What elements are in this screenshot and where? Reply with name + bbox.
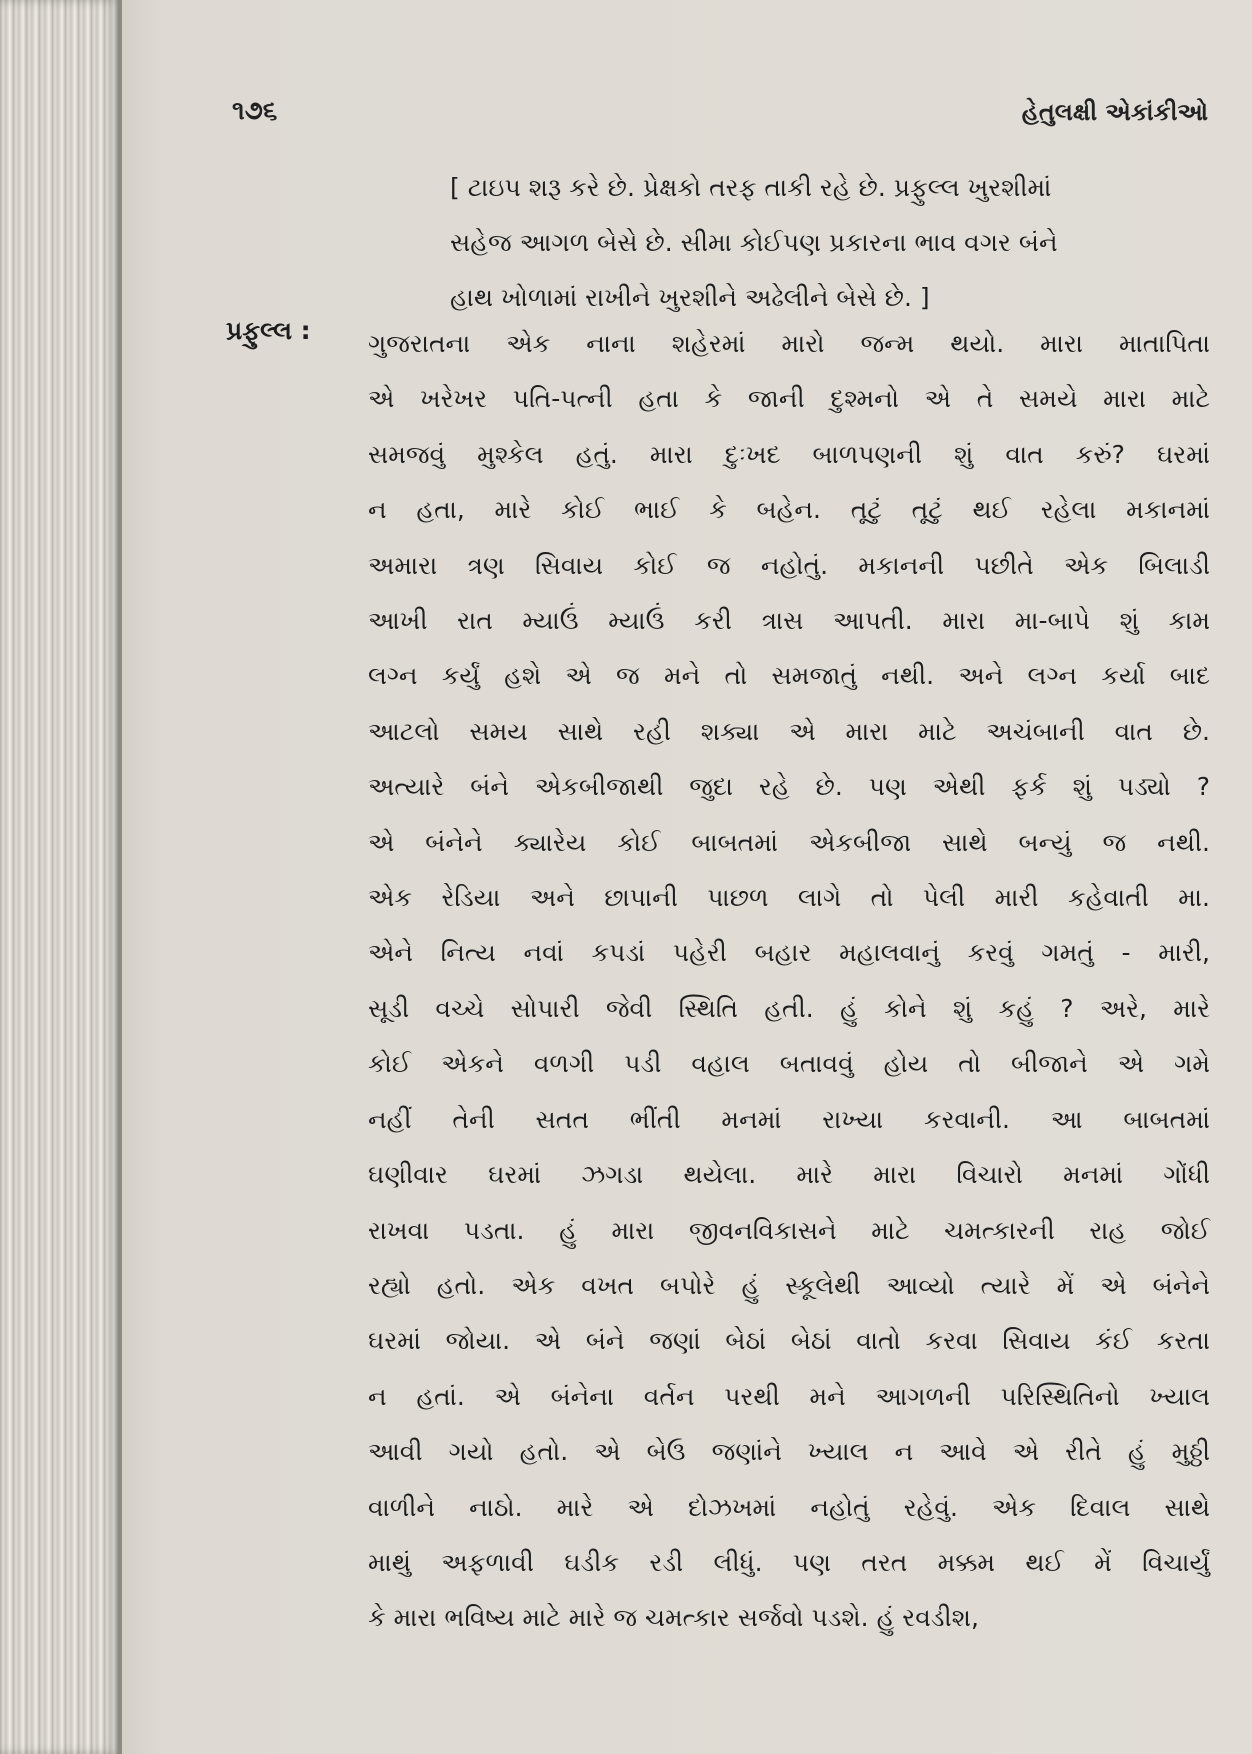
dialogue-line: અત્યારે બંને એકબીજાથી જુદા રહે છે. પણ એથી ફર્ક શું પડ્યો ? <box>368 772 1210 802</box>
dialogue-line: ઘણીવાર ઘરમાં ઝગડા થયેલા. મારે મારા વિચારો મનમાં ગોંધી <box>368 1160 1210 1190</box>
stage-direction-line: [ ટાઇપ શરૂ કરે છે. પ્રેક્ષકો તરફ તાકી રહે છે. પ્રફુલ્લ ખુરશીમાં <box>450 173 1052 202</box>
dialogue-line: ગુજરાતના એક નાના શહેરમાં મારો જન્મ થયો. મારા માતાપિતા <box>368 329 1210 358</box>
page-stack-edge <box>0 0 120 1754</box>
page-number: ૧૭૬ <box>232 96 278 126</box>
speaker-name: પ્રફુલ્લ : <box>226 316 311 345</box>
dialogue-line: સૂડી વચ્ચે સોપારી જેવી સ્થિતિ હતી. હું કોને શું કહું ? અરે, મારે <box>368 993 1210 1023</box>
dialogue-line: અમારા ત્રણ સિવાય કોઈ જ નહોતું. મકાનની પછીતે એક બિલાડી <box>368 550 1210 580</box>
dialogue-line: એને નિત્ય નવાં કપડાં પહેરી બહાર મહાલવાનું કરવું ગમતું - મારી, <box>368 938 1210 968</box>
dialogue-line: એ ખરેખર પતિ-પત્ની હતા કે જાની દુશ્મનો એ તે સમયે મારા માટે <box>368 384 1210 414</box>
dialogue-line: એક રેડિયા અને છાપાની પાછળ લાગે તો પેલી મારી કહેવાતી મા. <box>368 883 1210 913</box>
running-title: હેતુલક્ષી એકાંકીઓ <box>1021 98 1208 126</box>
dialogue-line: ન હતાં. એ બંનેના વર્તન પરથી મને આગળની પરિસ્થિતિનો ખ્યાલ <box>368 1381 1210 1411</box>
stage-direction-line: હાથ ખોળામાં રાખીને ખુરશીને અઢેલીને બેસે છે. ] <box>450 283 930 312</box>
dialogue-line: સમજવું મુશ્કેલ હતું. મારા દુઃખદ બાળપણની શું વાત કરું? ઘરમાં <box>368 439 1210 469</box>
dialogue-line: આટલો સમય સાથે રહી શક્યા એ મારા માટે અચંબાની વાત છે. <box>368 716 1210 746</box>
dialogue-line: વાળીને નાઠો. મારે એ દોઝખમાં નહોતું રહેવું. એક દિવાલ સાથે <box>368 1492 1210 1522</box>
dialogue-line: એ બંનેને ક્યારેય કોઈ બાબતમાં એકબીજા સાથે બન્યું જ નથી. <box>368 827 1210 857</box>
dialogue-line: રાખવા પડતા. હું મારા જીવનવિકાસને માટે ચમત્કારની રાહ જોઈ <box>368 1215 1210 1245</box>
page-header <box>232 96 1208 136</box>
dialogue-line: આખી રાત મ્યાઉં મ્યાઉં કરી ત્રાસ આપતી. મારા મા-બાપે શું કામ <box>368 606 1210 636</box>
stage-direction-line: સહેજ આગળ બેસે છે. સીમા કોઈપણ પ્રકારના ભાવ વગર બંને <box>450 228 1058 257</box>
dialogue-line: ન હતા, મારે કોઈ ભાઈ કે બહેન. તૂટું તૂટું થઈ રહેલા મકાનમાં <box>368 495 1210 525</box>
dialogue-line: રહ્યો હતો. એક વખત બપોરે હું સ્કૂલેથી આવ્યો ત્યારે મેં એ બંનેને <box>368 1270 1210 1300</box>
stage-direction <box>450 160 1210 325</box>
dialogue-line: નહીં તેની સતત ભીંતી મનમાં રાખ્યા કરવાની. આ બાબતમાં <box>368 1104 1210 1134</box>
dialogue-line: આવી ગયો હતો. એ બેઉ જણાંને ખ્યાલ ન આવે એ રીતે હું મુઠ્ઠી <box>368 1437 1210 1467</box>
dialogue-line: કોઈ એકને વળગી પડી વહાલ બતાવવું હોય તો બીજાને એ ગમે <box>368 1049 1210 1079</box>
dialogue-line: લગ્ન કર્યું હશે એ જ મને તો સમજાતું નથી. અને લગ્ન કર્યા બાદ <box>368 661 1210 691</box>
dialogue-line: માથું અફળાવી ઘડીક રડી લીધું. પણ તરત મક્કમ થઈ મેં વિચાર્યું <box>368 1547 1210 1577</box>
dialogue-line: કે મારા ભવિષ્ય માટે મારે જ ચમત્કાર સર્જવો પડશે. હું રવડીશ, <box>368 1603 979 1633</box>
dialogue-body <box>368 316 1210 1646</box>
dialogue-line: ઘરમાં જોયા. એ બંને જણાં બેઠાં બેઠાં વાતો કરવા સિવાય કંઈ કરતા <box>368 1326 1210 1356</box>
